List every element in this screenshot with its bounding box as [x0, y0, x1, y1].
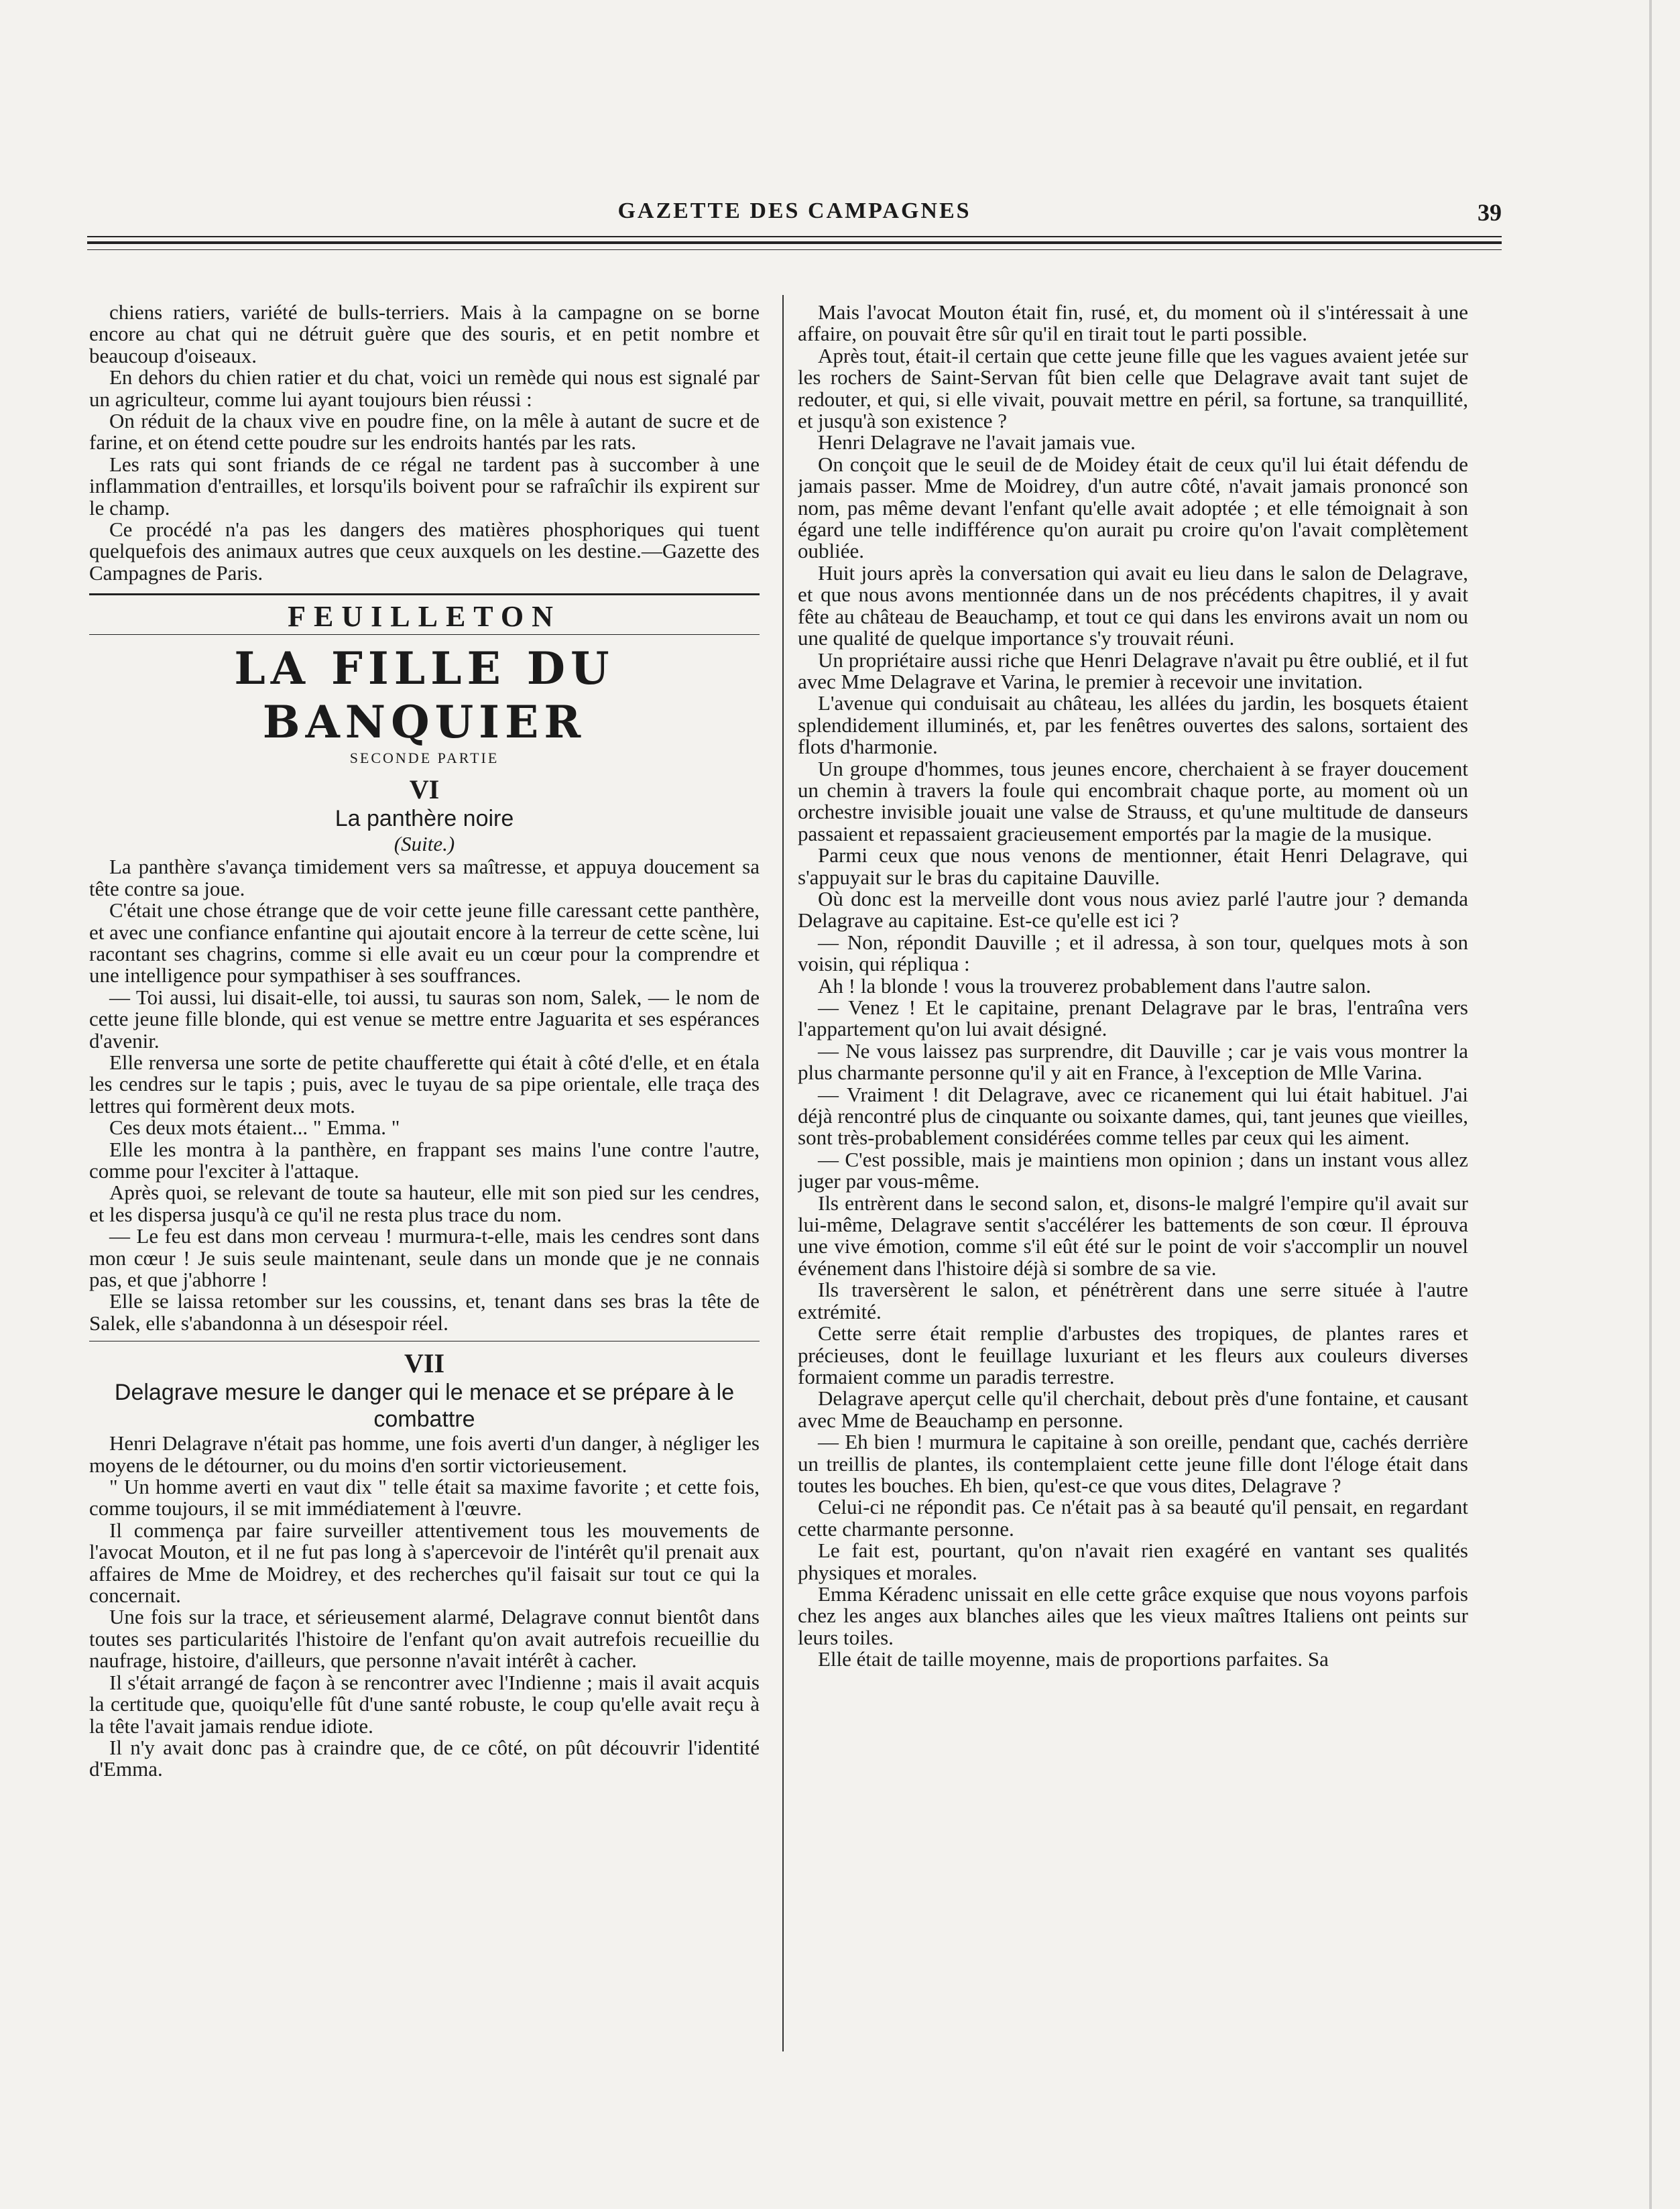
paragraph: Après tout, était-il certain que cette jeune fille que les vagues avaient jetée sur les rochers de Saint-Servan fût bien celle que Delagrave avait tant sujet de redouter, et qui, si elle vivait, pouvait mettre en péril, sa fortune, sa tranquillité, et jusqu'à son existence ? [798, 343, 1468, 433]
paragraph: Celui-ci ne répondit pas. Ce n'était pas à sa beauté qu'il pensait, en regardant cette charmante personne. [798, 1495, 1468, 1541]
paragraph: Les rats qui sont friands de ce régal ne tardent pas à succomber à une inflammation d'entrailles, et lorsqu'ils boivent pour se rafraîchir ils expirent sur le champ. [89, 452, 760, 520]
paragraph: — C'est possible, mais je maintiens mon opinion ; dans un instant vous allez juger par vous-même. [798, 1147, 1468, 1193]
paragraph: Elle se laissa retomber sur les coussins, et, tenant dans ses bras la tête de Salek, elle s'abandonna à un désespoir réel. [89, 1289, 760, 1335]
paragraph: Il commença par faire surveiller attentivement tous les mouvements de l'avocat Mouton, et il ne fut pas long à s'apercevoir de l'intérêt qu'il prenait aux affaires de Mme de Moidrey, et des recherches qu'il faisait sur tout ce qui la concernait. [89, 1518, 760, 1608]
paragraph: C'était une chose étrange que de voir cette jeune fille caressant cette panthère, et avec une confiance enfantine qui ajoutait encore à la terreur de cette scène, lui racontant ses chagrins, comme si elle avait eu un cœur pour la comprendre et une intelligence pour sympathiser à ses souffrances. [89, 898, 760, 988]
feuilleton-rule-top [89, 593, 760, 595]
paragraph: On réduit de la chaux vive en poudre fine, on la mêle à autant de sucre et de farine, et on étend cette poudre sur les endroits hantés par les rats. [89, 409, 760, 455]
paragraph: Emma Kéradenc unissait en elle cette grâce exquise que nous voyons parfois chez les anges aux blanches ailes que les vieux maîtres Italiens ont peints sur leurs toiles. [798, 1581, 1468, 1649]
chapter-text [89, 1433, 760, 1781]
paragraph: Une fois sur la trace, et sérieusement alarmé, Delagrave connut bientôt dans toutes ses particularités l'histoire de l'enfant qu'on avait autrefois recueillie du naufrage, histoire, d'ailleurs, que personne n'avait intérêt à cacher. [89, 1605, 760, 1673]
right-column [798, 302, 1468, 2041]
paragraph: Un groupe d'hommes, tous jeunes encore, cherchaient à se frayer doucement un chemin à travers la foule qui encombrait chaque porte, au moment où un orchestre invisible jouait une valse de Strauss, et qu'une multitude de danseurs passaient et repassaient gracieusement emportés par la magie de la musique. [798, 756, 1468, 845]
chapter-title: Delagrave mesure le danger qui le menace et se prépare à le combattre [114, 1380, 735, 1433]
paragraph: — Non, répondit Dauville ; et il adressa, à son tour, quelques mots à son voisin, qui répliqua : [798, 930, 1468, 976]
paragraph: " Un homme averti en vaut dix " telle était sa maxime favorite ; et cette fois, comme toujours, il se mit immédiatement à l'œuvre. [89, 1475, 760, 1520]
paragraph: Où donc est la merveille dont vous nous aviez parlé l'autre jour ? demanda Delagrave au capitaine. Est-ce qu'elle est ici ? [798, 886, 1468, 933]
header-rule-thin [87, 249, 1502, 250]
paragraph: Huit jours après la conversation qui avait eu lieu dans le salon de Delagrave, et que nous avons mentionnée dans un de nos précédents chapitres, il y avait fête au château de Beauchamp, et tout ce qui dans les environs avait un nom ou une qualité de quelque importance s'y trouvait réuni. [798, 560, 1468, 650]
continued-story [798, 302, 1468, 1671]
feuilleton-rule-bottom [89, 634, 760, 635]
paragraph: Il s'était arrangé de façon à se rencontrer avec l'Indienne ; mais il avait acquis la certitude que, quoiqu'elle fût d'une santé robuste, le coup qu'elle avait reçu à la tête l'avait jamais rendue idiote. [89, 1670, 760, 1738]
header-rule-double [87, 241, 1502, 244]
chapter-number: VII [404, 1348, 445, 1379]
chapter-title: La panthère noire [335, 806, 514, 832]
paragraph: — Toi aussi, lui disait-elle, toi aussi, tu sauras son nom, Salek, — le nom de cette jeune fille blonde, qui est venue se mettre entre Jaguarita et ses espérances d'avenir. [89, 985, 760, 1053]
paragraph: — Eh bien ! murmura le capitaine à son oreille, pendant que, cachés derrière un treillis de plantes, ils contemplaient cette jeune fille dont l'éloge était dans toutes les bouches. Eh bien, qu'est-ce que vous dites, Delagrave ? [798, 1430, 1468, 1497]
paragraph: Après quoi, se relevant de toute sa hauteur, elle mit son pied sur les cendres, et les dispersa jusqu'à ce qu'il ne resta plus trace du nom. [89, 1181, 760, 1226]
paragraph: La panthère s'avança timidement vers sa maîtresse, et appuya doucement sa tête contre sa joue. [89, 855, 760, 900]
intro-article [89, 302, 760, 584]
paragraph: Un propriétaire aussi riche que Henri Delagrave n'avait pu être oublié, et il fut avec Mme Delagrave et Varina, le premier à recevoir une invitation. [798, 648, 1468, 693]
part-label: SECONDE PARTIE [349, 750, 499, 767]
paragraph: Ah ! la blonde ! vous la trouverez probablement dans l'autre salon. [818, 973, 1372, 998]
paragraph: — Le feu est dans mon cerveau ! murmura-t-elle, mais les cendres sont dans mon cœur ! Je suis seule maintenant, seule dans un monde que je ne connais pas, et que j'abhorre ! [89, 1224, 760, 1291]
paragraph: En dehors du chien ratier et du chat, voici un remède qui nous est signalé par un agriculteur, comme lui ayant toujours bien réussi : [89, 365, 760, 411]
paragraph: On conçoit que le seuil de de Moidey était de ceux qu'il lui était défendu de jamais passer. Mme de Moidrey, d'un autre côté, n'avait jamais prononcé son nom, pas même devant l'enfant qu'elle avait adoptée ; et elle témoignait à son égard une telle indifférence qu'on aurait pu croire qu'on l'avait complètement oubliée. [798, 452, 1468, 563]
paragraph: Ils entrèrent dans le second salon, et, disons-le malgré l'empire qu'il avait sur lui-même, Delagrave sentit s'accélérer les battements de son cœur. Il éprouva une vive émotion, comme s'il eût été sur le point de voir s'accomplir un nouvel événement dans l'histoire déjà si sombre de sa vie. [798, 1191, 1468, 1280]
paragraph: — Vraiment ! dit Delagrave, avec ce ricanement qui lui était habituel. J'ai déjà rencontré plus de cinquante ou soixante dames, qui, tant jeunes que vieilles, sont très-probablement considérées comme telles par ceux qui les aiment. [798, 1082, 1468, 1150]
paragraph: Delagrave aperçut celle qu'il cherchait, debout près d'une fontaine, et causant avec Mme de Beauchamp en personne. [798, 1386, 1468, 1432]
running-head: GAZETTE DES CAMPAGNES [617, 198, 971, 223]
paragraph: L'avenue qui conduisait au château, les allées du jardin, les bosquets étaient splendidement illuminés, et, par les fenêtres ouvertes des salons, sortaient des flots d'harmonie. [798, 691, 1468, 759]
paragraph: Il n'y avait donc pas à craindre que, de ce côté, on pût découvrir l'identité d'Emma. [89, 1735, 760, 1781]
paragraph: Elle était de taille moyenne, mais de proportions parfaites. Sa [818, 1647, 1329, 1671]
header-rule [87, 236, 1502, 237]
page-number: 39 [1478, 199, 1502, 226]
paragraph: — Ne vous laissez pas surprendre, dit Dauville ; car je vais vous montrer la plus charmante personne qu'il y ait en France, à l'exception de Mlle Varina. [798, 1038, 1468, 1085]
paragraph: Ce procédé n'a pas les dangers des matières phosphoriques qui tuent quelquefois des animaux autres que ceux auxquels on les destine.—Gazette des Campagnes de Paris. [89, 518, 760, 585]
paragraph: Henri Delagrave n'était pas homme, une fois averti d'un danger, à négliger les moyens de le détourner, ou du moins d'en sortir victorieusement. [89, 1431, 760, 1477]
paragraph: — Venez ! Et le capitaine, prenant Delagrave par le bras, l'entraîna vers l'appartement qu'on lui avait désigné. [798, 996, 1468, 1041]
paragraph: Parmi ceux que nous venons de mentionner, était Henri Delagrave, qui s'appuyait sur le bras du capitaine Dauville. [798, 843, 1468, 889]
paragraph: chiens ratiers, variété de bulls-terriers. Mais à la campagne on se borne encore au chat qui ne détruit guère que des souris, et en petit nombre et beaucoup d'oiseaux. [89, 302, 760, 367]
paragraph: Elle les montra à la panthère, en frappant ses mains l'une contre l'autre, comme pour l'exciter à l'attaque. [89, 1137, 760, 1183]
feuilleton-label: FEUILLETON [288, 600, 561, 634]
paragraph: Henri Delagrave ne l'avait jamais vue. [818, 430, 1136, 455]
paragraph: Ces deux mots étaient... " Emma. " [109, 1116, 400, 1140]
page-header [87, 198, 1502, 225]
chapter-text [89, 856, 760, 1334]
paragraph: Elle renversa une sorte de petite chaufferette qui était à côté d'elle, et en étala les cendres sur le tapis ; puis, avec le tuyau de sa pipe orientale, elle traça des lettres qui formèrent deux mots. [89, 1050, 760, 1118]
continued-label: (Suite.) [394, 832, 455, 856]
paragraph: Ils traversèrent le salon, et pénétrèrent dans une serre située à l'autre extrémité. [798, 1278, 1468, 1323]
paragraph: Mais l'avocat Mouton était fin, rusé, et, du moment où il s'intéressait à une affaire, on pouvait être sûr qu'il en tirait tout le parti possible. [798, 302, 1468, 346]
paragraph: Cette serre était remplie d'arbustes des tropiques, de plantes rares et précieuses, dont le feuillage luxuriant et les fleurs aux couleurs diverses formaient comme un paradis terrestre. [798, 1321, 1468, 1388]
column-divider [782, 295, 784, 2051]
left-column [89, 302, 760, 2041]
novel-title: LA FILLE DU BANQUIER [234, 642, 615, 749]
paragraph: Le fait est, pourtant, qu'on n'avait rien exagéré en vantant ses qualités physiques et morales. [798, 1539, 1468, 1584]
scan-edge [1649, 0, 1652, 2209]
chapter-number: VI [409, 774, 440, 805]
